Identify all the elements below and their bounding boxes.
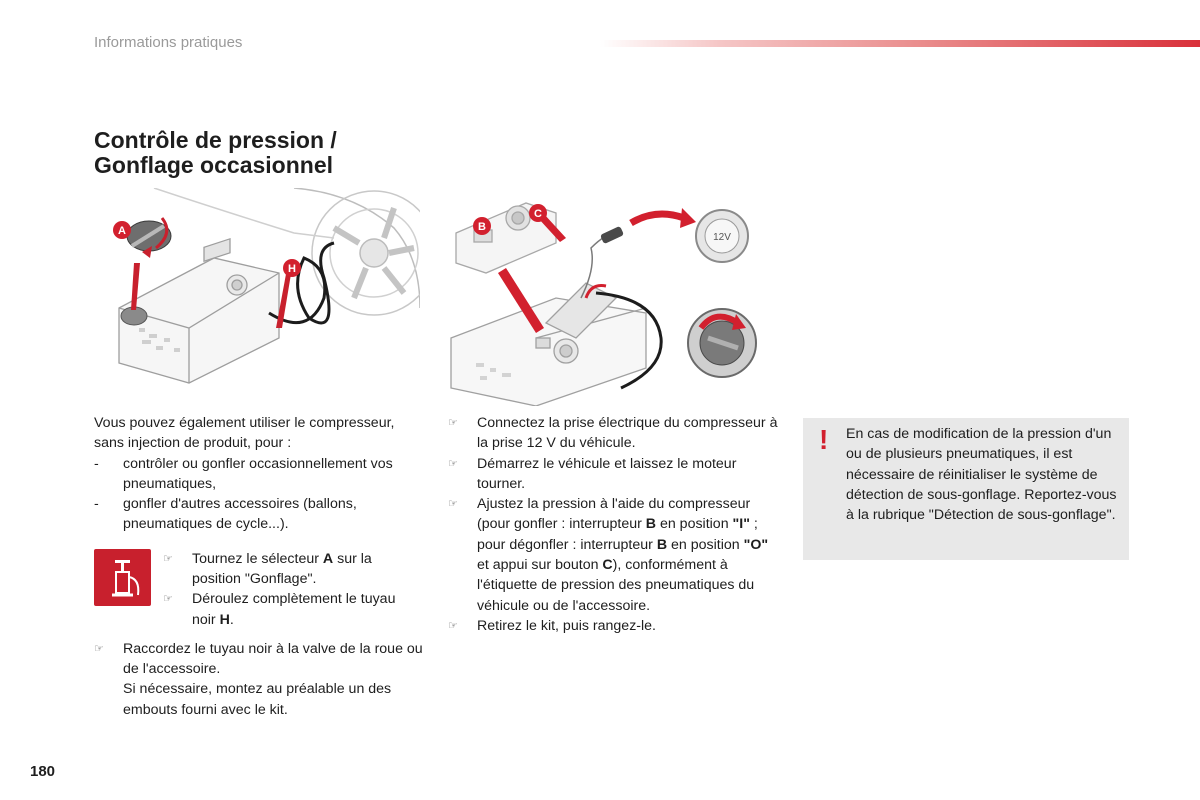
step-text: et appui sur bouton [477,557,603,574]
step-text: . [229,611,234,628]
step-text: ), conformément à l'étiquette de pression des pneumatiques du véhicule ou de l'accessoire. [477,557,755,614]
warning-box [803,418,1129,560]
step-text: Connectez la prise électrique du compresseur à la prise 12 V du véhicule. [477,415,778,452]
step-ref: "O" [743,536,769,553]
dash-item [94,454,424,495]
pointing-hand-icon: ☞ [448,457,458,470]
callout-b-label: B [478,221,486,233]
warning-text: En cas de modification de la pression d'un ou de plusieurs pneumatiques, il est nécessaire de réinitialiser le système de détection de sous-gonflage. Reportez-vous à la rubrique "Détection de sous-gonflage". [846,426,1117,524]
pump-icon [94,549,151,606]
step-ref: A [322,550,334,567]
page-number: 180 [30,763,56,780]
step-ref: H [219,611,230,628]
step-ref: C [602,557,613,574]
step-text: en position [667,536,744,553]
step-text: Retirez le kit, puis rangez-le. [477,617,656,634]
callout-a-label: A [118,225,126,237]
step-text: Ajustez la pression à l'aide du compresseur (pour gonfler : interrupteur [477,496,751,533]
intro-paragraph: Vous pouvez également utiliser le compresseur, sans injection de produit, pour : [94,415,395,452]
dash-mark: - [94,455,99,472]
step-text: Tournez le sélecteur [192,550,323,567]
step-text: ; pour dégonfler : interrupteur [477,516,758,553]
column-1 [94,413,424,720]
step-text: sur la position "Gonflage". [192,550,372,588]
header-section-label: Informations pratiques [94,34,243,51]
step-text: en position [656,516,733,533]
dash-item-text: contrôler ou gonfler occasionnellement vos pneumatiques, [123,455,393,492]
illustration-compressor-controls [446,188,772,406]
step-text: Démarrez le véhicule et laissez le moteur tourner. [477,455,737,492]
dash-item-text: gonfler d'autres accessoires (ballons, pneumatiques de cycle...). [123,496,357,533]
dash-item [94,494,424,535]
warning-icon: ! [819,424,829,455]
step-item [448,454,778,495]
step-item [448,616,778,636]
page-title-line2: Gonflage occasionnel [94,152,333,178]
column-2 [448,413,778,636]
pointing-hand-icon: ☞ [163,593,173,606]
callout-h-label: H [288,263,296,275]
step-ref: B [656,536,668,553]
pointing-hand-icon: ☞ [163,552,173,565]
step-item [448,494,778,616]
step-item [163,589,423,630]
step-ref: B [645,516,657,533]
page-title [94,128,337,178]
pump-instruction-block [94,549,424,639]
pointing-hand-icon: ☞ [448,498,458,511]
step-text: Raccordez le tuyau noir à la valve de la roue ou de l'accessoire. [123,640,423,678]
step-text: Si nécessaire, montez au préalable un des embouts fourni avec le kit. [123,681,392,718]
step-ref: "I" [732,516,750,533]
step-text: Déroulez complètement le tuyau noir [192,591,396,628]
step-item [94,639,424,720]
socket-12v-label: 12V [713,232,731,243]
callout-c-label: C [534,208,542,220]
dash-mark: - [94,496,99,513]
page-title-line1: Contrôle de pression / [94,127,337,153]
pointing-hand-icon: ☞ [448,619,458,632]
pump-steps [163,549,423,630]
illustration-compressor-hose [94,188,420,406]
step-item [163,549,423,590]
pointing-hand-icon: ☞ [94,642,104,655]
pointing-hand-icon: ☞ [448,417,458,429]
header-accent-bar [600,40,1200,47]
step-item [448,413,778,454]
